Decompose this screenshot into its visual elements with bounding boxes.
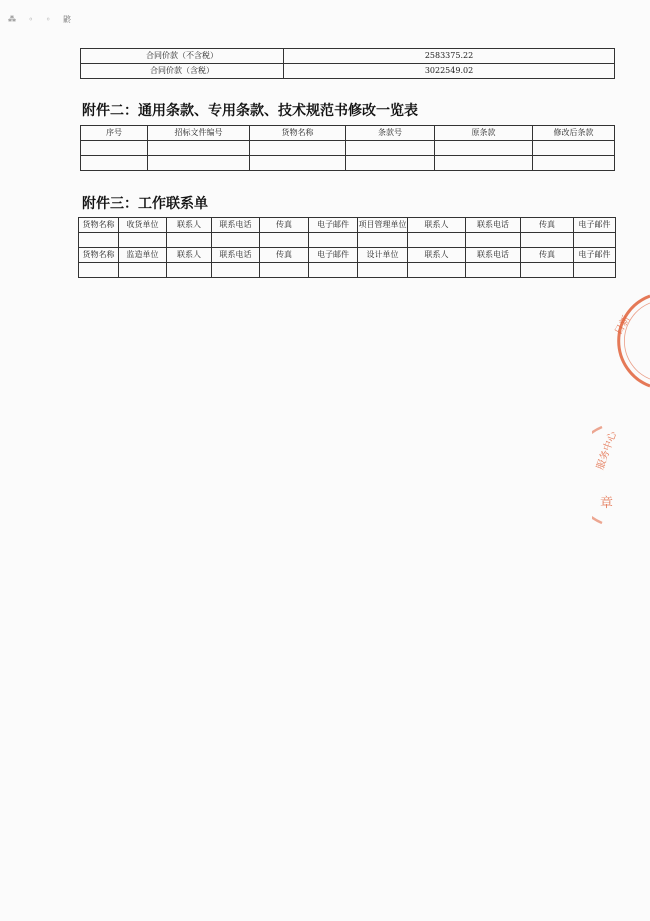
seal-text: 日新 [613, 314, 633, 337]
col-header: 修改后条款 [533, 126, 615, 141]
empty-cell [309, 263, 358, 278]
table-row [79, 263, 616, 278]
table-row [79, 248, 616, 263]
attachment2-title: 附件二：通用条款、专用条款、技术规范书修改一览表 [82, 103, 418, 119]
empty-cell [346, 156, 435, 171]
row2-cell: 货物名称 [79, 248, 119, 263]
table-header-row [81, 126, 615, 141]
empty-cell [79, 263, 119, 278]
empty-cell [309, 233, 358, 248]
row2-cell: 电子邮件 [574, 248, 616, 263]
empty-cell [521, 233, 574, 248]
seal-text: 服务中心 [595, 430, 620, 472]
page-corner-mark: ⁂ ◦ ◦ 鼨 [8, 15, 77, 24]
empty-cell [533, 156, 615, 171]
contract-price-table [80, 48, 615, 79]
row1-cell: 联系人 [408, 218, 466, 233]
attachment3-title: 附件三：工作联系单 [82, 196, 208, 212]
empty-cell [346, 141, 435, 156]
empty-cell [408, 233, 466, 248]
seal-char: 章 [600, 496, 614, 511]
empty-cell [260, 233, 309, 248]
row1-cell: 联系电话 [212, 218, 260, 233]
table-row [81, 141, 615, 156]
row1-cell: 传真 [521, 218, 574, 233]
work-contact-table [78, 217, 616, 278]
empty-cell [250, 141, 346, 156]
table-row [79, 233, 616, 248]
empty-cell [466, 233, 521, 248]
empty-cell [574, 233, 616, 248]
seal-stamp-partial-lower [592, 425, 642, 525]
table-row [81, 64, 615, 79]
empty-cell [435, 156, 533, 171]
empty-cell [466, 263, 521, 278]
empty-cell [81, 141, 148, 156]
row2-cell: 联系电话 [466, 248, 521, 263]
price-label-incl-tax: 合同价款（含税） [81, 64, 284, 79]
row2-cell: 联系电话 [212, 248, 260, 263]
empty-cell [167, 233, 212, 248]
price-label-excl-tax: 合同价款（不含税） [81, 49, 284, 64]
empty-cell [148, 141, 250, 156]
row1-cell: 联系人 [167, 218, 212, 233]
row1-cell: 电子邮件 [309, 218, 358, 233]
empty-cell [521, 263, 574, 278]
table-row [81, 49, 615, 64]
row2-cell: 传真 [260, 248, 309, 263]
row2-cell: 设计单位 [358, 248, 408, 263]
empty-cell [81, 156, 148, 171]
empty-cell [408, 263, 466, 278]
col-header: 条款号 [346, 126, 435, 141]
row2-cell: 电子邮件 [309, 248, 358, 263]
empty-cell [79, 233, 119, 248]
row2-cell: 监造单位 [119, 248, 167, 263]
price-value-incl-tax: 3022549.02 [284, 64, 615, 79]
empty-cell [358, 263, 408, 278]
empty-cell [533, 141, 615, 156]
col-header: 货物名称 [250, 126, 346, 141]
col-header: 招标文件编号 [148, 126, 250, 141]
empty-cell [260, 263, 309, 278]
empty-cell [358, 233, 408, 248]
row2-cell: 传真 [521, 248, 574, 263]
empty-cell [574, 263, 616, 278]
row2-cell: 联系人 [167, 248, 212, 263]
row1-cell: 项目管理单位 [358, 218, 408, 233]
empty-cell [250, 156, 346, 171]
table-row [79, 218, 616, 233]
modification-list-table [80, 125, 615, 171]
empty-cell [119, 263, 167, 278]
col-header: 原条款 [435, 126, 533, 141]
table-row [81, 156, 615, 171]
col-header: 序号 [81, 126, 148, 141]
empty-cell [212, 263, 260, 278]
empty-cell [119, 233, 167, 248]
seal-stamp-partial-upper [608, 292, 650, 390]
empty-cell [212, 233, 260, 248]
empty-cell [148, 156, 250, 171]
row1-cell: 收货单位 [119, 218, 167, 233]
empty-cell [435, 141, 533, 156]
empty-cell [167, 263, 212, 278]
row1-cell: 联系电话 [466, 218, 521, 233]
price-value-excl-tax: 2583375.22 [284, 49, 615, 64]
row1-cell: 电子邮件 [574, 218, 616, 233]
row2-cell: 联系人 [408, 248, 466, 263]
row1-cell: 传真 [260, 218, 309, 233]
row1-cell: 货物名称 [79, 218, 119, 233]
